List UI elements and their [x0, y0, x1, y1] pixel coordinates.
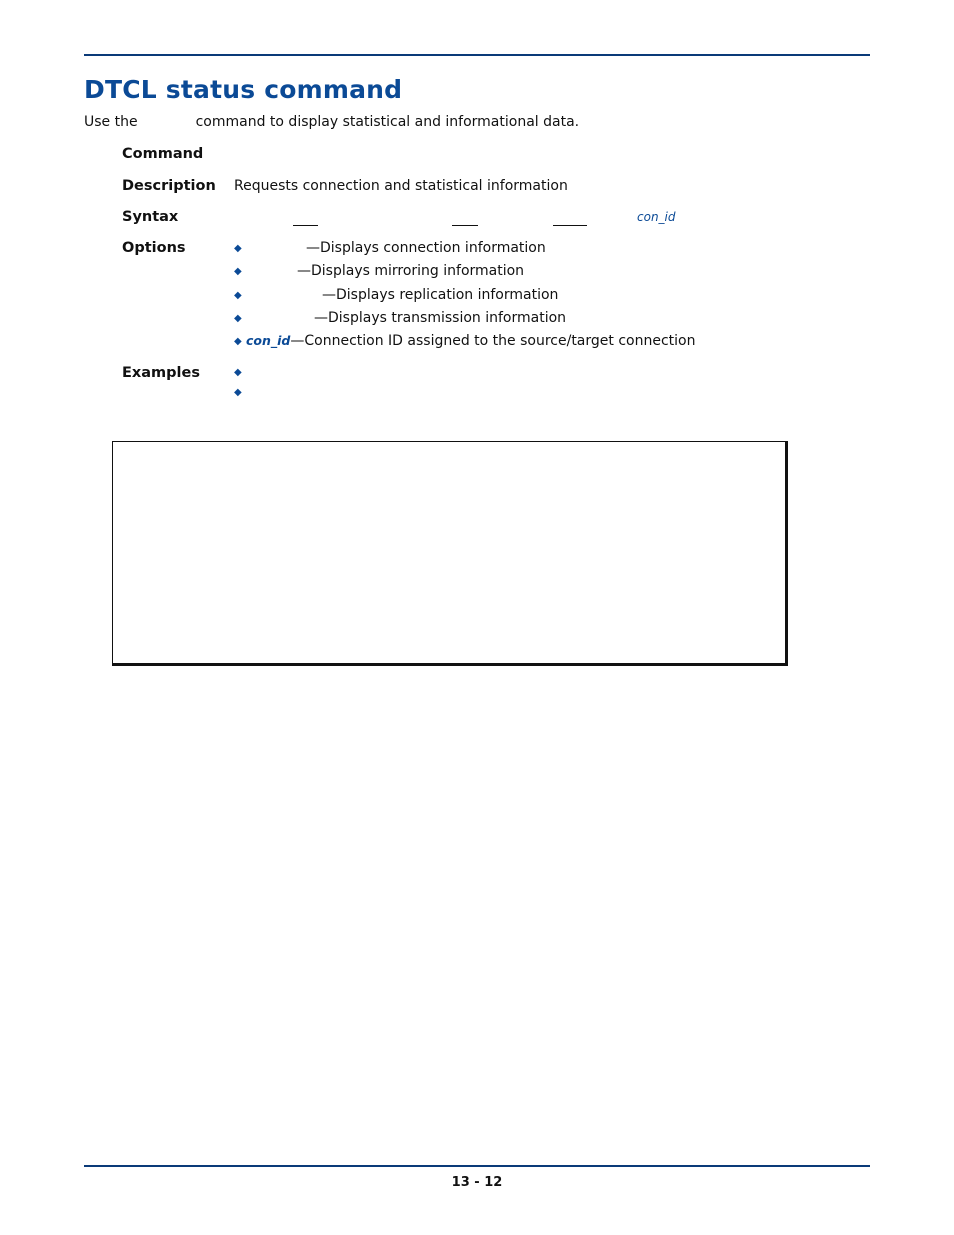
option-description: —Displays replication information — [322, 287, 559, 303]
diamond-bullet-icon: ◆ — [234, 367, 242, 378]
intro-text-after: command to display statistical and informational data. — [195, 114, 580, 130]
option-item — [234, 333, 695, 349]
description-label: Description — [122, 178, 216, 194]
examples-label: Examples — [122, 365, 200, 381]
header-rule — [84, 54, 870, 56]
option-description: —Displays transmission information — [314, 310, 567, 326]
diamond-bullet-icon: ◆ — [234, 266, 242, 277]
diamond-bullet-icon: ◆ — [234, 387, 242, 398]
option-item — [234, 263, 524, 279]
intro-paragraph — [84, 114, 579, 130]
syntax-label: Syntax — [122, 209, 179, 225]
options-label: Options — [122, 240, 186, 256]
option-item — [234, 240, 546, 256]
footer-rule — [84, 1165, 870, 1167]
intro-text-before: Use the — [84, 114, 138, 130]
option-description: —Displays mirroring information — [297, 263, 525, 279]
example-output-box — [112, 441, 788, 666]
example-item — [234, 364, 246, 380]
example-item — [234, 384, 246, 400]
option-description: —Connection ID assigned to the source/target connection — [290, 333, 696, 349]
syntax-underline — [553, 225, 587, 226]
diamond-bullet-icon: ◆ — [234, 243, 242, 254]
option-item — [234, 310, 566, 326]
description-text: Requests connection and statistical information — [234, 178, 568, 194]
page-title: DTCL status command — [84, 75, 403, 104]
option-name: con_id — [246, 333, 291, 348]
syntax-underline — [293, 225, 318, 226]
command-label: Command — [122, 146, 204, 162]
syntax-underline — [452, 225, 478, 226]
diamond-bullet-icon: ◆ — [234, 290, 242, 301]
option-description: —Displays connection information — [306, 240, 546, 256]
option-item — [234, 287, 558, 303]
diamond-bullet-icon: ◆ — [234, 336, 242, 347]
diamond-bullet-icon: ◆ — [234, 313, 242, 324]
syntax-con-id: con_id — [637, 210, 676, 224]
page-number: 13 - 12 — [451, 1175, 503, 1190]
